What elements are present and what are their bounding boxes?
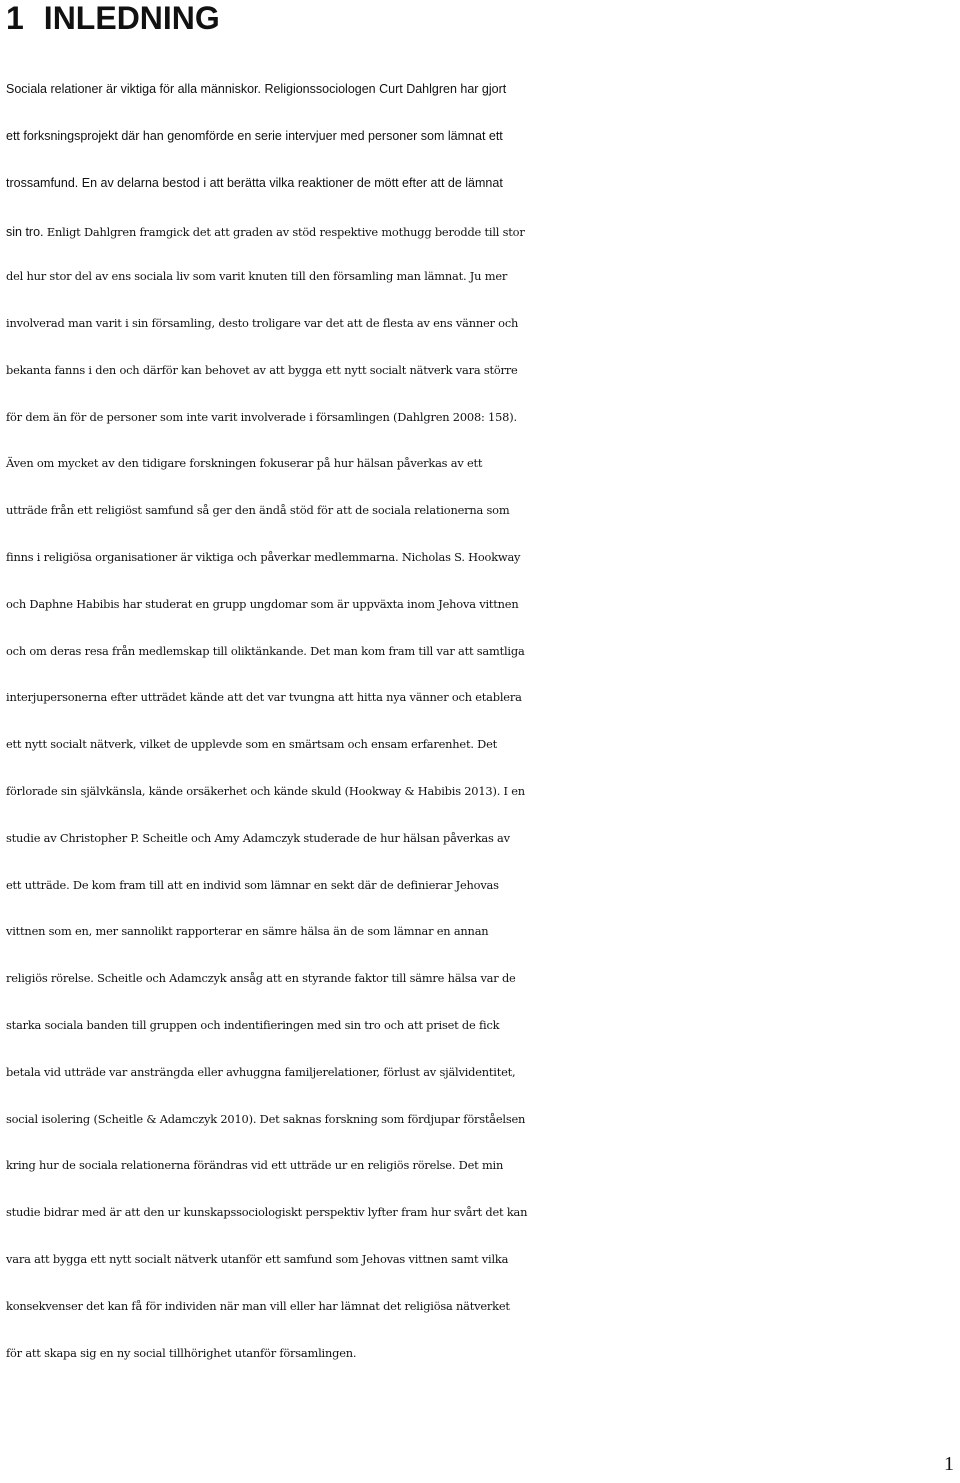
section-number: 1 bbox=[6, 0, 24, 36]
text-line: betala vid utträde var ansträngda eller avhuggna familjerelationer, förlust av självidentitet, bbox=[6, 1064, 516, 1079]
text-line: finns i religiösa organisationer är viktiga och påverkar medlemmarna. Nicholas S. Hookway bbox=[6, 549, 521, 564]
text-line: ett nytt socialt nätverk, vilket de upplevde som en smärtsam och ensam erfarenhet. Det bbox=[6, 737, 498, 752]
text-line: ett utträde. De kom fram till att en individ som lämnar en sekt där de definierar Jehovas bbox=[6, 877, 499, 892]
text-line: Även om mycket av den tidigare forskningen fokuserar på hur hälsan påverkas av ett bbox=[6, 456, 483, 471]
text-line: Sociala relationer är viktiga för alla människor. Religionssociologen Curt Dahlgren har gjort bbox=[6, 82, 507, 96]
text-line: vara att bygga ett nytt socialt nätverk utanför ett samfund som Jehovas vittnen samt vilka bbox=[6, 1251, 509, 1266]
text-line: ett forksningsprojekt där han genomförde en serie intervjuer med personer som lämnat ett bbox=[6, 128, 503, 143]
text-line: kring hur de sociala relationerna förändras vid ett utträde ur en religiös rörelse. Det min bbox=[6, 1158, 504, 1173]
text-line: förlorade sin självkänsla, kände orsäkerhet och kände skuld (Hookway & Habibis 2013). I en bbox=[6, 783, 525, 798]
text-line: trossamfund. En av delarna bestod i att berätta vilka reaktioner de mött efter att de lämnat bbox=[6, 175, 503, 190]
section-title: INLEDNING bbox=[43, 0, 220, 36]
text-line: vittnen som en, mer sannolikt rapporterar en sämre hälsa än de som lämnar en annan bbox=[6, 924, 489, 939]
text-line: social isolering (Scheitle & Adamczyk 2010). Det saknas forskning som fördjupar förståelsen bbox=[6, 1111, 526, 1126]
text-line: utträde från ett religiöst samfund så ger den ändå stöd för att de sociala relationerna som bbox=[6, 503, 510, 518]
introduction-paragraph bbox=[6, 66, 960, 1376]
text-line: religiös rörelse. Scheitle och Adamczyk ansåg att en styrande faktor till sämre hälsa var de bbox=[6, 971, 516, 986]
text-line: starka sociala banden till gruppen och indentifieringen med sin tro och att priset de fick bbox=[6, 1017, 500, 1032]
text-line: sin tro. Enligt Dahlgren framgick det att graden av stöd respektive mothugg berodde till stor bbox=[6, 225, 525, 240]
text-line: konsekvenser det kan få för individen när man vill eller har lämnat det religiösa nätverket bbox=[6, 1298, 510, 1313]
text-line: involverad man varit i sin församling, desto troligare var det att de flesta av ens vänner och bbox=[6, 315, 519, 330]
text-line: för att skapa sig en ny social tillhörighet utanför församlingen. bbox=[6, 1345, 357, 1360]
text-line: studie bidrar med är att den ur kunskapssociologiskt perspektiv lyfter fram hur svårt det kan bbox=[6, 1205, 528, 1220]
text-line: interjupersonerna efter utträdet kände att det var tvungna att hitta nya vänner och etablera bbox=[6, 690, 522, 705]
page-number: 1 bbox=[944, 1453, 954, 1475]
text-line: och Daphne Habibis har studerat en grupp ungdomar som är uppväxta inom Jehova vittnen bbox=[6, 596, 519, 611]
text-line: studie av Christopher P. Scheitle och Amy Adamczyk studerade de hur hälsan påverkas av bbox=[6, 830, 510, 845]
text-line: och om deras resa från medlemskap till oliktänkande. Det man kom fram till var att samtliga bbox=[6, 643, 525, 658]
text-line: del hur stor del av ens sociala liv som varit knuten till den församling man lämnat. Ju mer bbox=[6, 269, 508, 284]
text-line: för dem än för de personer som inte varit involverade i församlingen (Dahlgren 2008: 158). bbox=[6, 409, 517, 424]
section-heading bbox=[6, 0, 220, 38]
text-line: bekanta fanns i den och därför kan behovet av att bygga ett nytt socialt nätverk vara större bbox=[6, 362, 518, 377]
